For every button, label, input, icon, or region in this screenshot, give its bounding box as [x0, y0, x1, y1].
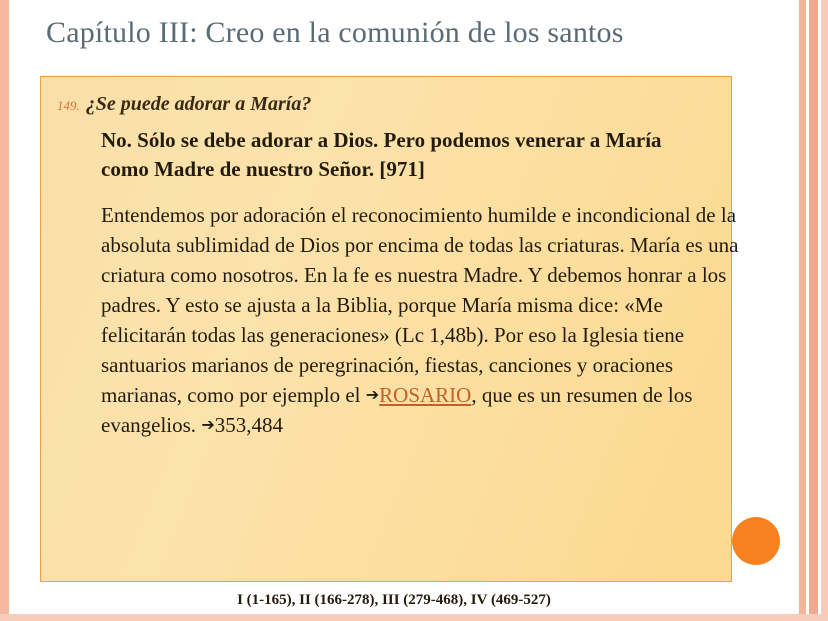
answer-text: No. Sólo se debe adorar a Dios. Pero podemos venerar a María como Madre de nuestro Señor. [971]: [101, 128, 662, 181]
page-title: Capítulo III: Creo en la comunión de los santos: [46, 16, 624, 49]
left-stripe-inner-decoration: [9, 0, 12, 621]
explanation-text: [101, 200, 741, 440]
arrow-icon: ➔: [365, 385, 380, 405]
reference-numbers: 353,484: [214, 413, 283, 438]
question-line: [57, 93, 715, 116]
rosario-link[interactable]: ROSARIO: [379, 383, 472, 408]
explanation-part-one: Entendemos por adoración el reconocimiento humilde e incondicional de la absoluta sublimidad de Dios por encima de todas las criaturas. María es una criatura como nosotros. En la fe es nuestra Madre. Y debemos honrar a los padres. Y esto se ajusta a la Biblia, porque María misma dice: «Me felicitarán todas las generaciones» (Lc 1,48b). Por eso la Iglesia tiene santuarios marianos de peregrinación, fiestas, canciones y oraciones marianas, como por ejemplo el: [101, 202, 739, 408]
question-text: ¿Se puede adorar a María?: [85, 93, 312, 115]
left-stripe-decoration: [0, 0, 9, 621]
right-stripe-middle-decoration: [809, 0, 818, 621]
reference-arrow-icon: ➔: [201, 415, 215, 435]
right-stripe-outer-decoration: [799, 0, 806, 621]
content-panel: [40, 76, 739, 582]
bottom-stripe-decoration: [0, 614, 828, 621]
footer-sections: I (1-165), II (166-278), III (279-468), IV (469-527): [237, 592, 551, 608]
question-number: 149.: [57, 98, 80, 113]
explanation-part-two: , que es un resumen de los evangelios.: [101, 383, 693, 438]
right-stripe-inner-decoration: [821, 0, 828, 621]
orange-circle-decoration: [732, 517, 780, 565]
